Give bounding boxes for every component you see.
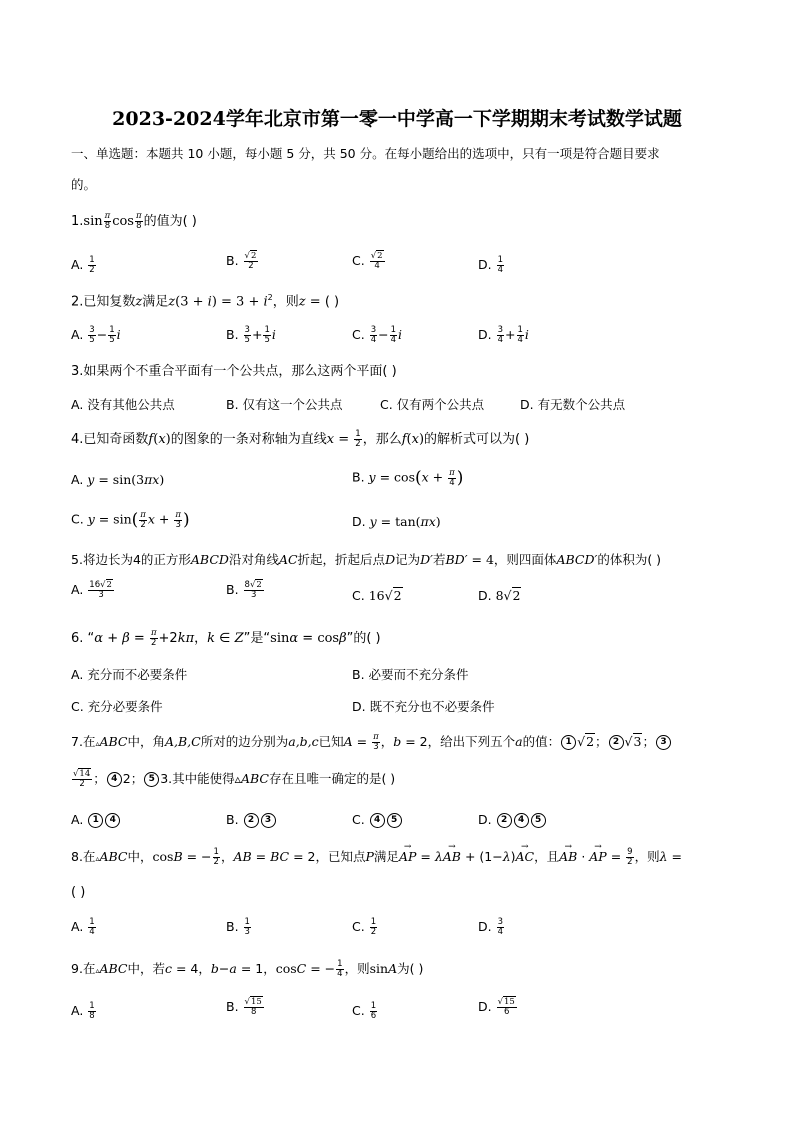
q5-option-c[interactable]: C. 16√2	[352, 588, 402, 603]
q4-option-a[interactable]: A. y = sin(3πx)	[71, 472, 165, 487]
q9-option-c[interactable]: C. $\frac{1}{6}$	[352, 1001, 377, 1021]
q7-option-a[interactable]: A. 1 4	[71, 812, 121, 828]
q8-option-c[interactable]: C. $\frac{1}{2}$	[352, 917, 377, 937]
q9-option-d[interactable]: D. $\frac{√15}{6}$	[478, 997, 515, 1017]
q4-option-d[interactable]: D. y = tan(πx)	[352, 514, 441, 529]
q2-option-a[interactable]: A. $\frac{3}{5}$ − $\frac{1}{5}$ i	[71, 325, 121, 345]
question-5: 5.将边长为4的正方形ABCD沿对角线AC折起，折起后点D记为D′若BD′ = 4，则四面体ABCD′的体积为( )	[71, 552, 662, 567]
q3-option-d[interactable]: D. 有无数个公共点	[520, 397, 626, 412]
q6-option-a[interactable]: A. 充分而不必要条件	[71, 667, 188, 682]
q6-option-d[interactable]: D. 既不充分也不必要条件	[352, 699, 495, 714]
question-1: 1.sin $\frac{\pi}{8}$ cos $\frac{\pi}{8}$ 的值为( )	[71, 211, 197, 231]
q9-option-a[interactable]: A. $\frac{1}{8}$	[71, 1001, 95, 1021]
question-7: 7.在▵ABC中，角A,B,C所对的边分别为a,b,c已知A = $\frac{\pi}{3}$ ，b = 2，给出下列五个a的值： 1 √2； 2 √3； 3	[71, 733, 672, 753]
q5-option-b[interactable]: B. $\frac{8√2}{3}$	[226, 580, 262, 600]
question-3: 3.如果两个不重合平面有一个公共点，那么这两个平面( )	[71, 364, 397, 379]
q8-option-d[interactable]: D. $\frac{3}{4}$	[478, 917, 504, 937]
question-2: 2.已知复数z满足$z(3 + i) = 3 + i^2$，则z = ( )	[71, 293, 340, 310]
q2-option-b[interactable]: B. $\frac{3}{5}$ + $\frac{1}{5}$ i	[226, 325, 276, 345]
q3-option-c[interactable]: C. 仅有两个公共点	[380, 397, 485, 412]
q7-option-d[interactable]: D. 2 4 5	[478, 812, 547, 828]
question-4: 4.已知奇函数f(x)的图象的一条对称轴为直线x = $\frac{1}{2}$ ，那么f(x)的解析式可以为( )	[71, 429, 530, 449]
q9-option-b[interactable]: B. $\frac{√15}{8}$	[226, 997, 262, 1017]
q8-option-b[interactable]: B. $\frac{1}{3}$	[226, 917, 250, 937]
q1-option-c[interactable]: C. $\frac{√2}{4}$	[352, 251, 383, 271]
question-9: 9.在▵ABC中，若c = 4，b−a = 1，cosC = − $\frac{1}{4}$ ，则sinA为( )	[71, 959, 424, 979]
q4-option-b[interactable]: B. y = cos(x + $\frac{\pi}{4}$ )	[352, 467, 464, 488]
q7-option-c[interactable]: C. 4 5	[352, 812, 403, 828]
q4-option-c[interactable]: C. y = sin( $\frac{\pi}{2}$ x + $\frac{\pi}{3}$ )	[71, 509, 190, 530]
q1-option-b[interactable]: B. $\frac{√2}{2}$	[226, 251, 257, 271]
section-heading: 一、单选题：本题共 10 小题，每小题 5 分，共 50 分。在每小题给出的选项中，只有一项是符合题目要求	[71, 146, 660, 161]
q7-option-b[interactable]: B. 2 3	[226, 812, 277, 828]
question-8: 8.在▵ABC中，cosB = − $\frac{1}{2}$ ，AB = BC = 2，已知点P满足→ AP = λ→ AB + (1−λ)→ AC，且→ AB · → AP = $\frac{9}{2}$ ，则λ =	[71, 848, 682, 868]
q6-option-b[interactable]: B. 必要而不充分条件	[352, 667, 469, 682]
q2-option-c[interactable]: C. $\frac{3}{4}$ − $\frac{1}{4}$ i	[352, 325, 403, 345]
section-heading-cont: 的。	[71, 177, 97, 192]
q3-option-b[interactable]: B. 仅有这一个公共点	[226, 397, 343, 412]
q8-option-a[interactable]: A. $\frac{1}{4}$	[71, 917, 95, 937]
q1-option-d[interactable]: D. $\frac{1}{4}$	[478, 255, 504, 275]
page-title: 2023-2024学年北京市第一零一中学高一下学期期末考试数学试题	[112, 108, 682, 130]
question-8-cont: ( )	[71, 885, 86, 900]
question-7-cont: $\frac{√14}{2}$ ； 4 2； 5 3.其中能使得▵ABC存在且唯一确定的是( )	[73, 769, 396, 789]
q2-option-d[interactable]: D. $\frac{3}{4}$ + $\frac{1}{4}$ i	[478, 325, 529, 345]
q1-option-a[interactable]: A. $\frac{1}{2}$	[71, 255, 95, 275]
q6-option-c[interactable]: C. 充分必要条件	[71, 699, 163, 714]
q3-option-a[interactable]: A. 没有其他公共点	[71, 397, 175, 412]
question-6: 6. “α + β = $\frac{\pi}{2}$ +2kπ，k ∈ Z”是“sinα = cosβ”的( )	[71, 628, 381, 648]
q5-option-d[interactable]: D. 8√2	[478, 588, 521, 603]
q5-option-a[interactable]: A. $\frac{16√2}{3}$	[71, 580, 112, 600]
